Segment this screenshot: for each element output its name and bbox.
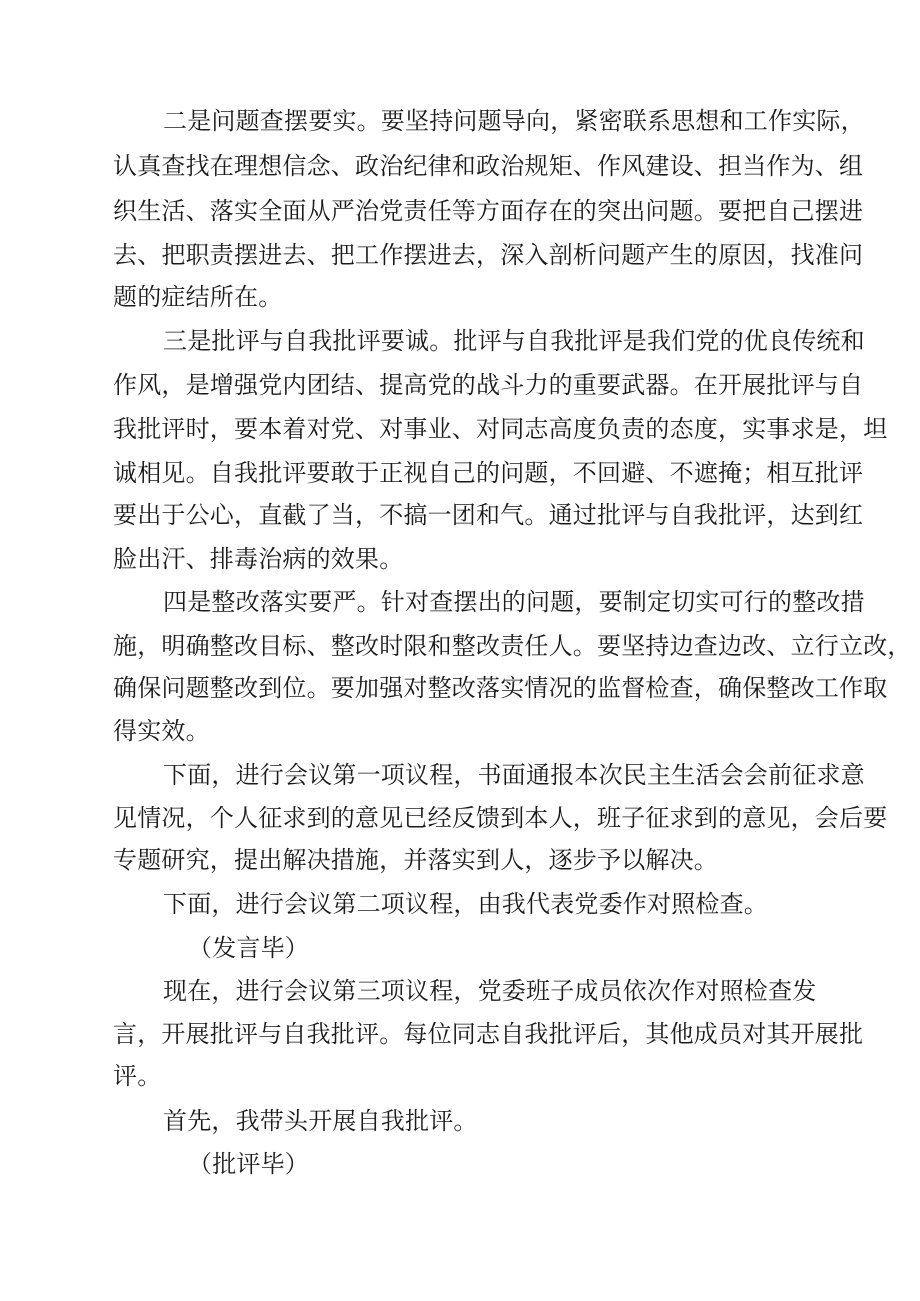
paragraph-3-line-6: 脸出汗、排毒治病的效果。 <box>113 545 404 573</box>
criticism-end-note: （批评毕） <box>188 1150 309 1178</box>
agenda-1-line-3: 专题研究，提出解决措施，并落实到人，逐步予以解决。 <box>113 846 718 874</box>
agenda-2-line-1: 下面，进行会议第二项议程，由我代表党委作对照检查。 <box>163 890 768 918</box>
agenda-3-line-2: 言，开展批评与自我批评。每位同志自我批评后，其他成员对其开展批 <box>113 1020 864 1048</box>
agenda-3-line-3: 评。 <box>113 1062 162 1090</box>
agenda-1-line-1: 下面，进行会议第一项议程，书面通报本次民主生活会会前征求意 <box>163 761 865 789</box>
paragraph-3-line-4: 诚相见。自我批评要敢于正视自己的问题，不回避、不遮掩；相互批评 <box>113 459 864 487</box>
paragraph-2-line-1: 二是问题查摆要实。要坚持问题导向，紧密联系思想和工作实际， <box>163 107 865 135</box>
paragraph-2-line-4: 去、把职责摆进去、把工作摆进去，深入剖析问题产生的原因，找准问 <box>113 241 864 269</box>
paragraph-3-line-2: 作风，是增强党内团结、提高党的战斗力的重要武器。在开展批评与自 <box>113 371 864 399</box>
agenda-3-line-1: 现在，进行会议第三项议程，党委班子成员依次作对照检查发 <box>163 977 817 1005</box>
paragraph-3-line-3: 我批评时，要本着对党、对事业、对同志高度负责的态度，实事求是，坦 <box>113 415 888 443</box>
paragraph-2-line-3: 织生活、落实全面从严治党责任等方面存在的突出问题。要把自己摆进 <box>113 197 864 225</box>
paragraph-4-line-2: 施，明确整改目标、整改时限和整改责任人。要坚持边查边改、立行立改， <box>113 632 912 660</box>
paragraph-4-line-3: 确保问题整改到位。要加强对整改落实情况的监督检查，确保整改工作取 <box>113 674 888 702</box>
speech-end-note: （发言毕） <box>188 934 309 962</box>
paragraph-2-line-5: 题的症结所在。 <box>113 283 283 311</box>
paragraph-4-line-4: 得实效。 <box>113 717 210 745</box>
paragraph-3-line-1: 三是批评与自我批评要诚。批评与自我批评是我们党的优良传统和 <box>163 327 865 355</box>
paragraph-3-line-5: 要出于公心，直截了当，不搞一团和气。通过批评与自我批评，达到红 <box>113 501 864 529</box>
paragraph-2-line-2: 认真查找在理想信念、政治纪律和政治规矩、作风建设、担当作为、组 <box>113 152 864 180</box>
paragraph-4-line-1: 四是整改落实要严。针对查摆出的问题，要制定切实可行的整改措 <box>163 588 865 616</box>
agenda-1-line-2: 见情况，个人征求到的意见已经反馈到本人，班子征求到的意见，会后要 <box>113 804 888 832</box>
self-criticism-line: 首先，我带头开展自我批评。 <box>163 1107 478 1135</box>
